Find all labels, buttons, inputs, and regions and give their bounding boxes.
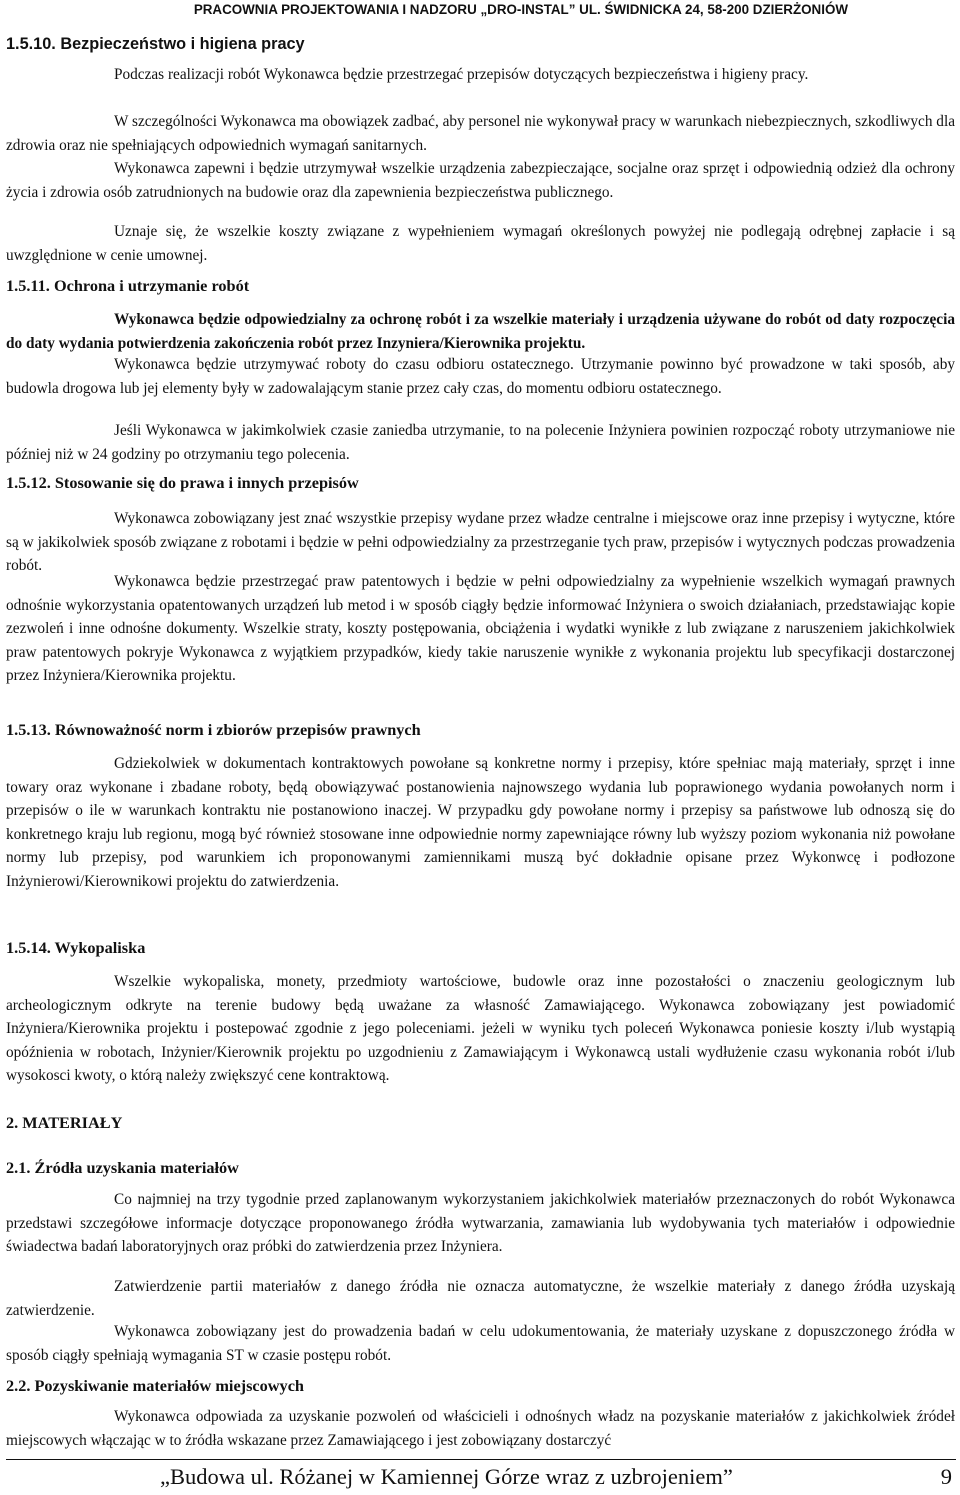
- footer-divider: [6, 1459, 956, 1460]
- paragraph: Uznaje się, że wszelkie koszty związane z wypełnieniem wymagań określonych powyżej nie podlegają odrębnej zapłacie i są uwzględnione w cenie umownej.: [6, 223, 955, 264]
- section-heading-1-5-12: 1.5.12. Stosowanie się do prawa i innych przepisów: [6, 473, 359, 492]
- section-heading-1-5-11: 1.5.11. Ochrona i utrzymanie robót: [6, 276, 250, 295]
- paragraph: Wykonawca zapewni i będzie utrzymywał wszelkie urządzenia zabezpieczające, socjalne oraz sprzęt i odpowiednią odzież dla ochrony życia i zdrowia osób zatrudnionych na budowie oraz dla zapewnienia bezpieczeństwa publicznego.: [6, 160, 955, 201]
- running-header: PRACOWNIA PROJEKTOWANIA I NADZORU „DRO-INSTAL” UL. ŚWIDNICKA 24, 58-200 DZIERŻONIÓW: [193, 2, 848, 17]
- paragraph-emphasized: Wykonawca będzie odpowiedzialny za ochronę robót i za wszelkie materiały i urządzenia używane do robót od daty rozpoczęcia do daty wydania potwierdzenia zakończenia robót przez Inzyniera/Kierownika projektu.: [6, 311, 955, 352]
- paragraph: Gdziekolwiek w dokumentach kontraktowych powołane są konkretne normy i przepisy, które spełniac mają materiały, sprzęt i inne towary oraz wykonane i zbadane roboty, będą obowiązywać postanowienia najnowszego wydania lub poprawionego wydania powołanych norm i przepisów o ile w warunkach kontraktu nie postanowiono inaczej. W przypadku gdy powołane normy i przepisy sa państwowe lub odnoszą się do konkretnego kraju lub regionu, mogą być również stosowane inne odpowiednie normy zapewniające równy lub wyższy poziom wykonania niż powołane normy lub przepisy, pod warunkiem ich proponowanymi zamiennikami muszą być dokładnie opisane przez Wykonwcę i podłozone Inżynierowi/Kierownikowi projektu do zatwierdzenia.: [6, 755, 955, 890]
- paragraph: Co najmniej na trzy tygodnie przed zaplanowanym wykorzystaniem jakichkolwiek materiałów przeznaczonych do robót Wykonawca przedstawi szczegółowe informacje dotyczące proponowanego źródła wytwarzania, zamawiania lub wydobywania tych materiałów i odpowiednie świadectwa badań laboratoryjnych oraz próbki do zatwierdzenia przez Inżyniera.: [6, 1191, 955, 1255]
- paragraph: Podczas realizacji robót Wykonawca będzie przestrzegać przepisów dotyczących bezpieczeństwa i higieny pracy.: [114, 66, 809, 83]
- paragraph: Jeśli Wykonawca w jakimkolwiek czasie zaniedba utrzymanie, to na polecenie Inżyniera powinien rozpocząć roboty utrzymaniowe nie później niż w 24 godziny po otrzymaniu tego polecenia.: [6, 422, 955, 463]
- section-heading-1-5-14: 1.5.14. Wykopaliska: [6, 938, 146, 957]
- section-heading-1-5-13: 1.5.13. Równoważność norm i zbiorów przepisów prawnych: [6, 720, 421, 739]
- section-heading-1-5-10: 1.5.10. Bezpieczeństwo i higiena pracy: [6, 35, 305, 53]
- footer-title: „Budowa ul. Różanej w Kamiennej Górze wraz z uzbrojeniem”: [160, 1464, 733, 1489]
- paragraph: Wykonawca zobowiązany jest do prowadzenia badań w celu udokumentowania, że materiały uzyskane z dopuszczonego źródła w sposób ciągły spełniają wymagania ST w czasie postępu robót.: [6, 1323, 955, 1364]
- section-heading-2-1: 2.1. Źródła uzyskania materiałów: [6, 1158, 239, 1177]
- paragraph: Wykonawca będzie przestrzegać praw patentowych i będzie w pełni odpowiedzialny za wypełnienie wszelkich wymagań prawnych odnośnie wykorzystania opatentowanych urządzeń lub metod i w sposób ciągły będzie informować Inżyniera o swoich działaniach, przedstawiając kopie zezwoleń i inne odnośne dokumenty. Wszelkie straty, koszty postępowania, obciążenia i wydatki wynikłe z lub związane z naruszeniem jakichkolwiek praw patentowych pokryje Wykonawca z wyjątkiem przypadków, kiedy takie naruszenie wynikłe z wykonania projektu lub specyfikacji dostarczonej przez Inżyniera/Kierownika projektu.: [6, 573, 955, 684]
- section-heading-2-2: 2.2. Pozyskiwanie materiałów miejscowych: [6, 1376, 304, 1395]
- paragraph: Wykonawca będzie utrzymywać roboty do czasu odbioru ostatecznego. Utrzymanie powinno być prowadzone w taki sposób, aby budowla drogowa lub jej elementy były w zadowalającym stanie przez cały czas, do momentu odbioru ostatecznego.: [6, 356, 955, 397]
- paragraph: Wykonawca odpowiada za uzyskanie pozwoleń od właścicieli i odnośnych władz na pozyskanie materiałów z jakichkolwiek źródeł miejscowych włączając w to źródła wskazane przez Zamawiającego i jest zobowiązany dostarczyć: [6, 1408, 955, 1449]
- page-number: 9: [940, 1464, 952, 1489]
- paragraph: Wszelkie wykopaliska, monety, przedmioty wartościowe, budowle oraz inne pozostałości o znaczeniu geologicznym lub archeologicznym odkryte na terenie budowy będą uważane za własność Zamawiającego. Wykonawca zobowiązany jest powiadomić Inżyniera/Kierownika projektu i postepować zgodnie z jego poleceniami. jeżeli w wyniku tych poleceń Wykonawca poniesie koszty i/lub wystąpią opóźnienia w robotach, Inżynier/Kierownik projektu po uzgodnieniu z Zamawiającym i Wykonawcą ustali wydłużenie czasu wykonania robót i/lub wysokosci kwoty, o którą należy zwiększyć cene kontraktową.: [6, 973, 955, 1084]
- section-heading-2: 2. MATERIAŁY: [6, 1113, 123, 1132]
- paragraph: W szczególności Wykonawca ma obowiązek zadbać, aby personel nie wykonywał pracy w warunkach niebezpiecznych, szkodliwych dla zdrowia oraz nie spełniających odpowiednich wymagań sanitarnych.: [6, 113, 955, 154]
- paragraph: Zatwierdzenie partii materiałów z danego źródła nie oznacza automatyczne, że wszelkie materiały z danego źródła uzyskają zatwierdzenie.: [6, 1278, 955, 1319]
- paragraph: Wykonawca zobowiązany jest znać wszystkie przepisy wydane przez władze centralne i miejscowe oraz inne przepisy i wytyczne, które są w jakikolwiek sposób związane z robotami i będzie w pełni odpowiedzialny za przestrzeganie tych praw, przepisów i wytycznych podczas prowadzenia robót.: [6, 510, 955, 574]
